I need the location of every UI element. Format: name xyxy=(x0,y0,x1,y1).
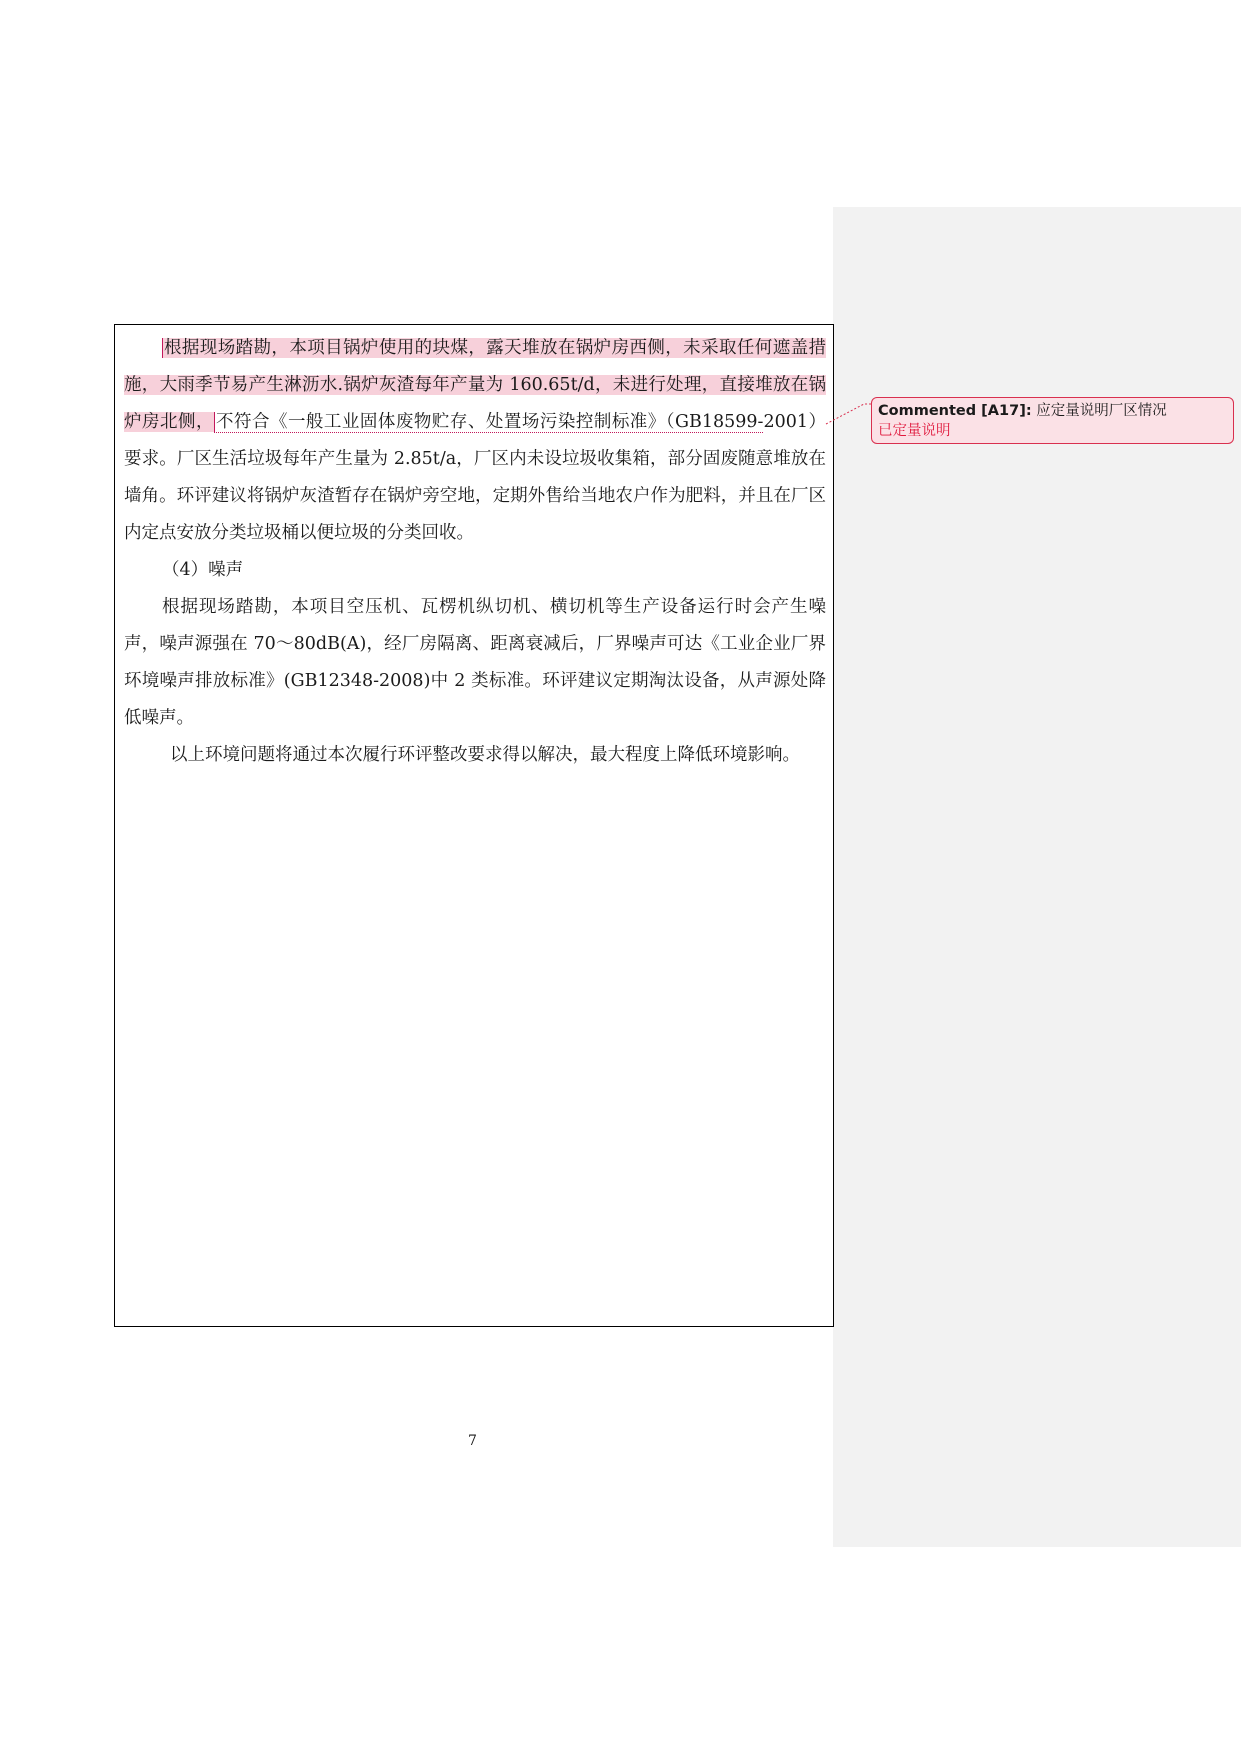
page-number: 7 xyxy=(468,1433,477,1449)
comment-reply: 已定量说明 xyxy=(878,423,951,439)
paragraph-noise: 根据现场踏勘，本项目空压机、瓦楞机纵切机、横切机等生产设备运行时会产生噪声，噪声源强在 70～80dB(A)，经厂房隔离、距离衰减后，厂界噪声可达《工业企业厂界环境噪声排放标准》(GB12348-2008)中 2 类标准。环评建议定期淘汰设备，从声源处降低噪声。 xyxy=(124,597,826,728)
paragraph-waste-rest: 2001）要求。厂区生活垃圾每年产生量为 2.85t/a，厂区内未设垃圾收集箱，部分固废随意堆放在墙角。环评建议将锅炉灰渣暂存在锅炉旁空地，定期外售给当地农户作为肥料，并且在厂区内定点安放分类垃圾桶以便垃圾的分类回收。 xyxy=(124,412,826,543)
text-frame xyxy=(114,324,834,1327)
heading-noise: （4）噪声 xyxy=(162,560,244,580)
comment-author: Commented [A17]: xyxy=(878,403,1032,419)
highlighted-commented-text[interactable]: 根据现场踏勘，本项目锅炉使用的块煤，露天堆放在锅炉房西侧，未采取任何遮盖措施，大雨季节易产生淋沥水.锅炉灰渣每年产量为 160.65t/d，未进行处理，直接堆放在锅炉房北侧， xyxy=(124,338,826,432)
comment-text: 应定量说明厂区情况 xyxy=(1036,403,1167,419)
paragraph-waste[interactable] xyxy=(124,330,826,552)
paragraph-conclusion: 以上环境问题将通过本次履行环评整改要求得以解决，最大程度上降低环境影响。 xyxy=(170,745,800,765)
comment-header xyxy=(878,401,1227,421)
body-text[interactable] xyxy=(124,330,826,774)
comment-bubble[interactable] xyxy=(871,397,1234,444)
comment-anchor-text[interactable]: 不符合《一般工业固体废物贮存、处置场污染控制标准》（GB18599- xyxy=(215,412,764,432)
